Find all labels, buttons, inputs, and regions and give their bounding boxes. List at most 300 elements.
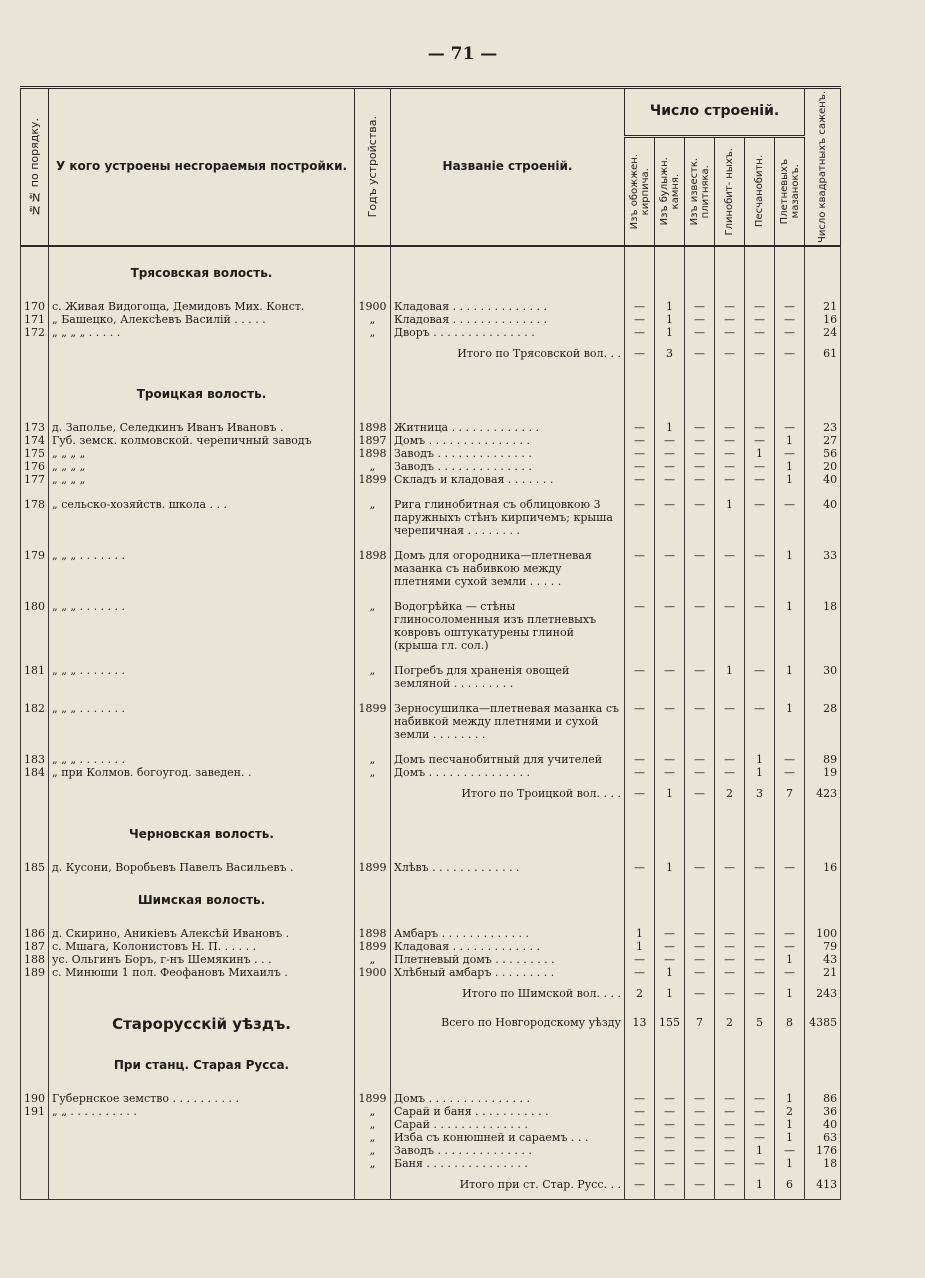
count-cell: 1 (775, 434, 805, 447)
table-row (21, 460, 841, 473)
cell-empty (745, 808, 775, 861)
count-cell: — (655, 498, 685, 537)
count-cell: — (775, 447, 805, 460)
row-number (21, 1144, 49, 1157)
count-cell: 176 (805, 1144, 841, 1157)
count-cell: 1 (625, 927, 655, 940)
cell-empty (21, 779, 49, 808)
building-name: Хлѣвъ . . . . . . . . . . . . . (391, 861, 625, 874)
count-cell: 1 (655, 313, 685, 326)
header-brick: Изъ обожжен. кирпича. (625, 136, 655, 246)
year-cell: „ (355, 498, 391, 537)
cell-empty (49, 741, 355, 753)
count-cell: — (685, 460, 715, 473)
header-wattle: Плетневыхъ мазанокъ. (775, 136, 805, 246)
count-cell: 63 (805, 1131, 841, 1144)
building-name: Складъ и кладовая . . . . . . . (391, 473, 625, 486)
cell-empty (715, 741, 745, 753)
cell-empty (355, 779, 391, 808)
row-number: 182 (21, 702, 49, 741)
building-name: Сарай . . . . . . . . . . . . . . (391, 1118, 625, 1131)
count-cell: — (715, 953, 745, 966)
cell-empty (391, 486, 625, 498)
count-cell: 1 (775, 953, 805, 966)
cell-empty (391, 537, 625, 549)
cell-empty (49, 979, 355, 1008)
table-row (21, 1105, 841, 1118)
cell-empty (805, 486, 841, 498)
total-value: — (685, 779, 715, 808)
count-cell: — (775, 313, 805, 326)
count-cell: — (745, 940, 775, 953)
count-cell: — (715, 927, 745, 940)
count-cell: — (715, 313, 745, 326)
cell-empty (685, 246, 715, 300)
section-heading (21, 368, 841, 421)
count-cell: 1 (655, 326, 685, 339)
cell-empty (715, 690, 745, 702)
grand-total-value: 155 (655, 1008, 685, 1039)
count-cell: — (745, 326, 775, 339)
cell-empty (715, 588, 745, 600)
count-cell: — (775, 753, 805, 766)
owner-cell: „ „ „ „ (49, 460, 355, 473)
section-title: Троицкая волость. (49, 368, 355, 421)
count-cell: 1 (775, 664, 805, 690)
count-cell: — (715, 549, 745, 588)
cell-empty (49, 486, 355, 498)
cell-empty (625, 874, 655, 927)
count-cell: — (715, 460, 745, 473)
building-name: Домъ . . . . . . . . . . . . . . . (391, 434, 625, 447)
count-cell: — (775, 966, 805, 979)
count-cell: — (775, 498, 805, 537)
count-cell: — (715, 1105, 745, 1118)
cell-empty (355, 690, 391, 702)
count-cell: 1 (715, 498, 745, 537)
total-label: Итого по Шимской вол. . . . (391, 979, 625, 1008)
table-row (21, 861, 841, 874)
count-cell: — (745, 702, 775, 741)
count-cell: — (775, 940, 805, 953)
grand-total-value: 4385 (805, 1008, 841, 1039)
cell-empty (625, 246, 655, 300)
cell-empty (355, 979, 391, 1008)
total-label: Итого при ст. Стар. Русс. . . (391, 1170, 625, 1200)
row-number: 181 (21, 664, 49, 690)
count-cell: 1 (715, 664, 745, 690)
cell-empty (21, 874, 49, 927)
count-cell: — (655, 702, 685, 741)
header-limestone: Изъ известк. плитняка. (685, 136, 715, 246)
section-heading (21, 808, 841, 861)
building-name: Дворъ . . . . . . . . . . . . . . . (391, 326, 625, 339)
count-cell: — (655, 664, 685, 690)
count-cell: 86 (805, 1092, 841, 1105)
building-name: Заводъ . . . . . . . . . . . . . . (391, 1144, 625, 1157)
cell-empty (685, 690, 715, 702)
count-cell: — (625, 498, 655, 537)
total-value: 6 (775, 1170, 805, 1200)
row-number: 176 (21, 460, 49, 473)
cell-empty (655, 808, 685, 861)
row-number: 184 (21, 766, 49, 779)
table-body (21, 246, 841, 1200)
cell-empty (391, 368, 625, 421)
count-cell: — (625, 966, 655, 979)
count-cell: — (625, 473, 655, 486)
cell-empty (21, 246, 49, 300)
cell-empty (655, 368, 685, 421)
count-cell: — (655, 447, 685, 460)
count-cell: 89 (805, 753, 841, 766)
cell-empty (391, 808, 625, 861)
cell-empty (625, 808, 655, 861)
cell-empty (655, 690, 685, 702)
cell-empty (21, 368, 49, 421)
building-name: Баня . . . . . . . . . . . . . . . (391, 1157, 625, 1170)
cell-empty (775, 588, 805, 600)
row-number: 172 (21, 326, 49, 339)
owner-cell: „ „ „ . . . . . . . (49, 702, 355, 741)
header-year: Годъ устройства. (355, 88, 391, 246)
count-cell: 20 (805, 460, 841, 473)
table-row (21, 702, 841, 741)
count-cell: — (625, 953, 655, 966)
cell-empty (21, 486, 49, 498)
building-name: Заводъ . . . . . . . . . . . . . . (391, 460, 625, 473)
building-name: Домъ для огородника—плетневая мазанка съ набивкою между плетнями сухой земли . . . . . (391, 549, 625, 588)
table-row (21, 1144, 841, 1157)
count-cell: — (745, 434, 775, 447)
count-cell: — (655, 1118, 685, 1131)
count-cell: — (775, 861, 805, 874)
count-cell: — (625, 766, 655, 779)
cell-empty (391, 246, 625, 300)
table-row (21, 1157, 841, 1170)
cell-empty (355, 1170, 391, 1200)
count-cell: — (625, 600, 655, 652)
uezd-row (21, 1008, 841, 1039)
count-cell: — (715, 766, 745, 779)
cell-empty (775, 690, 805, 702)
count-cell: — (625, 434, 655, 447)
count-cell: — (775, 326, 805, 339)
count-cell: — (625, 861, 655, 874)
count-cell: 1 (625, 940, 655, 953)
section-title: Трясовская волость. (49, 246, 355, 300)
owner-cell: „ „ „ . . . . . . . (49, 549, 355, 588)
grand-total-value: 13 (625, 1008, 655, 1039)
table-row (21, 664, 841, 690)
cell-empty (625, 690, 655, 702)
count-cell: — (715, 447, 745, 460)
cell-empty (655, 537, 685, 549)
count-cell: — (745, 421, 775, 434)
row-number: 186 (21, 927, 49, 940)
cell-empty (685, 368, 715, 421)
total-value: 7 (775, 779, 805, 808)
count-cell: — (775, 927, 805, 940)
year-cell: „ (355, 313, 391, 326)
section-heading (21, 874, 841, 927)
cell-empty (355, 1039, 391, 1092)
count-cell: — (685, 1105, 715, 1118)
building-name: Хлѣбный амбаръ . . . . . . . . . (391, 966, 625, 979)
table-row (21, 766, 841, 779)
count-cell: — (715, 300, 745, 313)
cell-empty (745, 246, 775, 300)
total-label: Итого по Троицкой вол. . . . (391, 779, 625, 808)
owner-cell: с. Мшага, Колонистовъ Н. П. . . . . . (49, 940, 355, 953)
count-cell: — (685, 421, 715, 434)
table-row (21, 1092, 841, 1105)
table-row (21, 1118, 841, 1131)
total-value: 3 (655, 339, 685, 368)
cell-empty (685, 588, 715, 600)
count-cell: — (625, 702, 655, 741)
cell-empty (805, 246, 841, 300)
cell-empty (715, 652, 745, 664)
header-who: У кого устроены несгораемыя постройки. (49, 88, 355, 246)
count-cell: — (655, 927, 685, 940)
owner-cell: „ „ „ . . . . . . . (49, 664, 355, 690)
count-cell: — (655, 953, 685, 966)
spacer-row (21, 690, 841, 702)
cell-empty (355, 874, 391, 927)
grand-total-value: 8 (775, 1008, 805, 1039)
year-cell: „ (355, 753, 391, 766)
count-cell: — (655, 473, 685, 486)
table-row (21, 1131, 841, 1144)
cell-empty (805, 874, 841, 927)
count-cell: 1 (775, 460, 805, 473)
owner-cell (49, 1131, 355, 1144)
cell-empty (775, 1039, 805, 1092)
building-name: Заводъ . . . . . . . . . . . . . . (391, 447, 625, 460)
total-label: Итого по Трясовской вол. . . (391, 339, 625, 368)
building-name: Домъ . . . . . . . . . . . . . . . (391, 766, 625, 779)
table-row (21, 421, 841, 434)
count-cell: 16 (805, 861, 841, 874)
count-cell: 21 (805, 300, 841, 313)
count-cell: — (745, 861, 775, 874)
year-cell: „ (355, 766, 391, 779)
building-name: Сарай и баня . . . . . . . . . . . (391, 1105, 625, 1118)
count-cell: — (775, 300, 805, 313)
count-cell: 28 (805, 702, 841, 741)
total-value: 1 (655, 979, 685, 1008)
cell-empty (391, 690, 625, 702)
total-value: — (655, 1170, 685, 1200)
year-cell: 1900 (355, 966, 391, 979)
cell-empty (655, 246, 685, 300)
count-cell: — (715, 421, 745, 434)
count-cell: — (625, 1131, 655, 1144)
count-cell: — (715, 966, 745, 979)
building-name: Житница . . . . . . . . . . . . . (391, 421, 625, 434)
cell-empty (715, 808, 745, 861)
spacer-row (21, 486, 841, 498)
count-cell: — (685, 966, 715, 979)
cell-empty (775, 486, 805, 498)
header-clay: Глинобит- ныхъ. (715, 136, 745, 246)
header-num: №№ по порядку. (21, 88, 49, 246)
count-cell: — (685, 1092, 715, 1105)
table-row (21, 498, 841, 537)
cell-empty (49, 588, 355, 600)
building-name: Зерносушилка—плетневая мазанка съ набивкой между плетнями и сухой земли . . . . . . . . (391, 702, 625, 741)
section-title: Шимская волость. (49, 874, 355, 927)
table-row (21, 753, 841, 766)
grand-total-value: 7 (685, 1008, 715, 1039)
cell-empty (655, 1039, 685, 1092)
count-cell: — (685, 549, 715, 588)
count-cell: — (655, 1131, 685, 1144)
count-cell: — (745, 549, 775, 588)
total-value: — (685, 979, 715, 1008)
total-value: — (715, 339, 745, 368)
cell-empty (21, 979, 49, 1008)
total-row (21, 1170, 841, 1200)
cell-empty (745, 1039, 775, 1092)
count-cell: 1 (775, 549, 805, 588)
header-sand: Песчанобитн. (745, 136, 775, 246)
count-cell: 1 (745, 766, 775, 779)
row-number (21, 1131, 49, 1144)
year-cell: „ (355, 1131, 391, 1144)
row-number: 188 (21, 953, 49, 966)
count-cell: — (685, 600, 715, 652)
count-cell: 1 (745, 1144, 775, 1157)
section-title: Черновская волость. (49, 808, 355, 861)
cell-empty (21, 652, 49, 664)
total-value: 413 (805, 1170, 841, 1200)
count-cell: 1 (775, 1131, 805, 1144)
count-cell: — (745, 600, 775, 652)
count-cell: — (685, 313, 715, 326)
spacer-row (21, 741, 841, 753)
count-cell: — (685, 1118, 715, 1131)
count-cell: — (715, 600, 745, 652)
year-cell: 1898 (355, 549, 391, 588)
total-value: 1 (655, 779, 685, 808)
year-cell: 1898 (355, 927, 391, 940)
owner-cell: Губернское земство . . . . . . . . . . (49, 1092, 355, 1105)
year-cell: „ (355, 326, 391, 339)
count-cell: 40 (805, 1118, 841, 1131)
count-cell: — (625, 753, 655, 766)
row-number: 171 (21, 313, 49, 326)
count-cell: — (745, 498, 775, 537)
year-cell: 1899 (355, 1092, 391, 1105)
count-cell: — (685, 664, 715, 690)
section-title: При станц. Старая Русса. (49, 1039, 355, 1092)
count-cell: 1 (745, 753, 775, 766)
total-row (21, 979, 841, 1008)
total-value: — (625, 1170, 655, 1200)
cell-empty (655, 486, 685, 498)
owner-cell: „ „ „ „ . . . . . (49, 326, 355, 339)
cell-empty (49, 339, 355, 368)
count-cell: — (715, 473, 745, 486)
cell-empty (355, 339, 391, 368)
cell-empty (21, 741, 49, 753)
count-cell: — (685, 326, 715, 339)
row-number: 179 (21, 549, 49, 588)
row-number: 191 (21, 1105, 49, 1118)
year-cell: „ (355, 664, 391, 690)
count-cell: 40 (805, 498, 841, 537)
cell-empty (805, 652, 841, 664)
count-cell: — (745, 1118, 775, 1131)
buildings-table (20, 86, 841, 1200)
header-name: Названіе строеній. (391, 88, 625, 246)
owner-cell (49, 1157, 355, 1170)
cell-empty (625, 368, 655, 421)
count-cell: — (625, 1144, 655, 1157)
count-cell: 36 (805, 1105, 841, 1118)
count-cell: — (625, 326, 655, 339)
count-cell: 1 (775, 1118, 805, 1131)
year-cell: „ (355, 1144, 391, 1157)
count-cell: — (625, 549, 655, 588)
count-cell: 1 (655, 966, 685, 979)
count-cell: 100 (805, 927, 841, 940)
count-cell: — (715, 1144, 745, 1157)
cell-empty (685, 537, 715, 549)
cell-empty (715, 1039, 745, 1092)
total-value: 61 (805, 339, 841, 368)
cell-empty (355, 1008, 391, 1039)
count-cell: — (625, 1157, 655, 1170)
total-value: 2 (625, 979, 655, 1008)
cell-empty (745, 486, 775, 498)
count-cell: 30 (805, 664, 841, 690)
count-cell: — (655, 1157, 685, 1170)
row-number: 180 (21, 600, 49, 652)
count-cell: — (685, 953, 715, 966)
table-row (21, 300, 841, 313)
cell-empty (805, 690, 841, 702)
count-cell: 18 (805, 1157, 841, 1170)
cell-empty (21, 690, 49, 702)
owner-cell: „ при Колмов. богоугод. заведен. . (49, 766, 355, 779)
page-number: — 71 — (427, 44, 498, 64)
cell-empty (715, 246, 745, 300)
count-cell: — (715, 702, 745, 741)
owner-cell: „ сельско-хозяйств. школа . . . (49, 498, 355, 537)
row-number: 170 (21, 300, 49, 313)
count-cell: — (745, 966, 775, 979)
cell-empty (21, 537, 49, 549)
row-number: 175 (21, 447, 49, 460)
year-cell: 1899 (355, 940, 391, 953)
spacer-row (21, 652, 841, 664)
count-cell: 2 (775, 1105, 805, 1118)
cell-empty (391, 652, 625, 664)
cell-empty (655, 741, 685, 753)
year-cell: „ (355, 953, 391, 966)
year-cell: 1900 (355, 300, 391, 313)
building-name: Кладовая . . . . . . . . . . . . . . (391, 300, 625, 313)
cell-empty (49, 537, 355, 549)
cell-empty (715, 874, 745, 927)
table-row (21, 927, 841, 940)
grand-total-value: 2 (715, 1008, 745, 1039)
row-number: 185 (21, 861, 49, 874)
count-cell: 79 (805, 940, 841, 953)
